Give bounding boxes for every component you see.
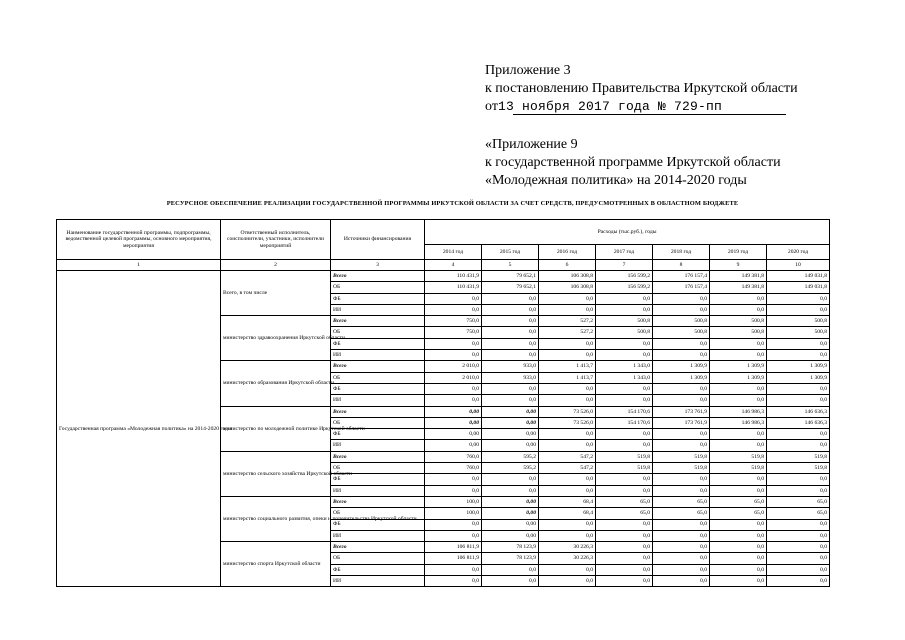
value-cell: 0,0 xyxy=(482,485,539,496)
value-cell: 0,0 xyxy=(653,304,710,315)
column-number: 2 xyxy=(221,260,331,271)
value-cell: 750,0 xyxy=(425,316,482,327)
document-title: РЕСУРСНОЕ ОБЕСПЕЧЕНИЕ РЕАЛИЗАЦИИ ГОСУДАРСТВЕННОЙ ПРОГРАММЫ ИРКУТСКОЙ ОБЛАСТИ ЗА СЧЕТ СРЕДСТВ, ПРЕДУСМОТРЕННЫХ В ОБЛАСТНОМ БЮДЖЕТЕ xyxy=(166,200,739,207)
value-cell: 0,0 xyxy=(539,485,596,496)
executor-cell: министерство социального развития, опеки и попечительства Иркутской области xyxy=(221,496,331,541)
value-cell: 519,8 xyxy=(767,463,830,474)
executor-cell: министерство по молодежной политике Иркутской области xyxy=(221,406,331,451)
value-cell: 0,0 xyxy=(710,576,767,587)
value-cell: 0,0 xyxy=(482,564,539,575)
value-cell: 0,00 xyxy=(482,508,539,519)
value-cell: 0,0 xyxy=(425,304,482,315)
value-cell: 1 343,0 xyxy=(596,361,653,372)
value-cell: 0,0 xyxy=(710,338,767,349)
value-cell: 0,0 xyxy=(482,293,539,304)
value-cell: 0,0 xyxy=(767,395,830,406)
head-expenses: Расходы (тыс.руб.), годы xyxy=(425,220,830,245)
value-cell: 519,8 xyxy=(767,451,830,462)
column-number: 7 xyxy=(596,260,653,271)
value-cell: 500,8 xyxy=(653,327,710,338)
value-cell: 146 986,3 xyxy=(710,406,767,417)
value-cell: 154 170,6 xyxy=(596,406,653,417)
value-cell: 0,0 xyxy=(653,576,710,587)
value-cell: 0,0 xyxy=(710,383,767,394)
value-cell: 1 309,9 xyxy=(767,372,830,383)
head-source: Источники финансирования xyxy=(331,220,425,260)
appendix-header xyxy=(485,62,885,116)
source-cell: ИИ xyxy=(331,440,425,451)
value-cell: 176 157,4 xyxy=(653,271,710,282)
value-cell: 79 652,1 xyxy=(482,271,539,282)
value-cell: 0,0 xyxy=(767,485,830,496)
source-cell: ФБ xyxy=(331,293,425,304)
column-number: 8 xyxy=(653,260,710,271)
value-cell: 0,0 xyxy=(710,440,767,451)
value-cell: 0,0 xyxy=(653,530,710,541)
value-cell: 527,2 xyxy=(539,327,596,338)
value-cell: 0,0 xyxy=(767,440,830,451)
value-cell: 0,0 xyxy=(767,530,830,541)
year-header: 2016 год xyxy=(539,245,596,260)
value-cell: 173 761,9 xyxy=(653,417,710,428)
year-header: 2014 год xyxy=(425,245,482,260)
value-cell: 65,0 xyxy=(653,508,710,519)
value-cell: 0,0 xyxy=(482,304,539,315)
value-cell: 0,0 xyxy=(596,293,653,304)
value-cell: 519,8 xyxy=(653,451,710,462)
year-header: 2018 год xyxy=(653,245,710,260)
value-cell: 500,8 xyxy=(653,316,710,327)
source-cell: ИИ xyxy=(331,304,425,315)
value-cell: 547,2 xyxy=(539,463,596,474)
value-cell: 0,0 xyxy=(596,338,653,349)
source-cell: ФБ xyxy=(331,429,425,440)
head-executor: Ответственный исполнитель, соисполнители, участники, исполнители мероприятий xyxy=(221,220,331,260)
value-cell: 500,8 xyxy=(767,327,830,338)
value-cell: 0,0 xyxy=(539,383,596,394)
executor-cell: министерство здравоохранения Иркутской области xyxy=(221,316,331,361)
value-cell: 106 811,9 xyxy=(425,542,482,553)
value-cell: 500,8 xyxy=(767,316,830,327)
value-cell: 0,0 xyxy=(482,350,539,361)
value-cell: 0,0 xyxy=(596,576,653,587)
value-cell: 0,0 xyxy=(767,350,830,361)
value-cell: 100,0 xyxy=(425,508,482,519)
value-cell: 0,0 xyxy=(539,429,596,440)
source-cell: ФБ xyxy=(331,338,425,349)
value-cell: 0,0 xyxy=(767,576,830,587)
value-cell: 0,0 xyxy=(653,440,710,451)
value-cell: 0,0 xyxy=(425,576,482,587)
value-cell: 0,0 xyxy=(425,519,482,530)
value-cell: 0,00 xyxy=(482,440,539,451)
value-cell: 0,0 xyxy=(482,576,539,587)
value-cell: 0,0 xyxy=(539,350,596,361)
value-cell: 0,0 xyxy=(425,293,482,304)
value-cell: 527,2 xyxy=(539,316,596,327)
source-cell: Всего xyxy=(331,496,425,507)
source-cell: Всего xyxy=(331,406,425,417)
value-cell: 65,0 xyxy=(767,508,830,519)
source-cell: ФБ xyxy=(331,383,425,394)
value-cell: 0,0 xyxy=(710,564,767,575)
column-number: 1 xyxy=(57,260,221,271)
value-cell: 1 343,0 xyxy=(596,372,653,383)
value-cell: 0,0 xyxy=(596,530,653,541)
value-cell: 0,0 xyxy=(767,474,830,485)
value-cell: 156 599,2 xyxy=(596,271,653,282)
decree-date-stamp: 13 ноября 2017 года № 729-пп xyxy=(497,99,722,114)
value-cell: 0,0 xyxy=(710,304,767,315)
value-cell: 0,0 xyxy=(710,474,767,485)
value-cell: 65,0 xyxy=(596,496,653,507)
resource-table xyxy=(56,219,830,587)
value-cell: 146 986,3 xyxy=(710,417,767,428)
value-cell: 0,0 xyxy=(596,485,653,496)
value-cell: 0,0 xyxy=(596,564,653,575)
value-cell: 65,0 xyxy=(653,496,710,507)
value-cell: 68,4 xyxy=(539,496,596,507)
source-cell: Всего xyxy=(331,451,425,462)
value-cell: 0,0 xyxy=(539,395,596,406)
value-cell: 110 431,9 xyxy=(425,282,482,293)
value-cell: 750,0 xyxy=(425,327,482,338)
value-cell: 2 010,0 xyxy=(425,361,482,372)
value-cell: 156 599,2 xyxy=(596,282,653,293)
value-cell: 0,0 xyxy=(767,564,830,575)
column-number: 10 xyxy=(767,260,830,271)
value-cell: 0,0 xyxy=(767,293,830,304)
source-cell: ОБ xyxy=(331,327,425,338)
value-cell: 760,0 xyxy=(425,451,482,462)
value-cell: 0,0 xyxy=(767,383,830,394)
value-cell: 0,0 xyxy=(596,383,653,394)
value-cell: 547,2 xyxy=(539,451,596,462)
program-appendix-line-1: «Приложение 9 xyxy=(485,137,578,152)
source-cell: ОБ xyxy=(331,553,425,564)
value-cell: 0,0 xyxy=(596,542,653,553)
value-cell: 110 431,9 xyxy=(425,271,482,282)
column-number: 6 xyxy=(539,260,596,271)
value-cell: 1 309,9 xyxy=(767,361,830,372)
value-cell: 595,2 xyxy=(482,451,539,462)
value-cell: 149 031,8 xyxy=(767,271,830,282)
value-cell: 149 381,8 xyxy=(710,271,767,282)
value-cell: 0,0 xyxy=(539,304,596,315)
year-header: 2017 год xyxy=(596,245,653,260)
value-cell: 65,0 xyxy=(596,508,653,519)
value-cell: 0,0 xyxy=(767,519,830,530)
value-cell: 0,0 xyxy=(482,395,539,406)
program-appendix-line-2: к государственной программе Иркутской области xyxy=(485,155,781,170)
value-cell: 0,0 xyxy=(539,576,596,587)
value-cell: 0,0 xyxy=(539,530,596,541)
value-cell: 500,8 xyxy=(596,316,653,327)
source-cell: ИИ xyxy=(331,350,425,361)
value-cell: 0,00 xyxy=(482,429,539,440)
value-cell: 519,8 xyxy=(710,463,767,474)
value-cell: 30 226,3 xyxy=(539,542,596,553)
value-cell: 154 170,6 xyxy=(596,417,653,428)
value-cell: 0,0 xyxy=(653,395,710,406)
value-cell: 0,0 xyxy=(539,474,596,485)
value-cell: 0,0 xyxy=(653,429,710,440)
source-cell: ИИ xyxy=(331,485,425,496)
value-cell: 933,0 xyxy=(482,372,539,383)
source-cell: ФБ xyxy=(331,564,425,575)
value-cell: 933,0 xyxy=(482,361,539,372)
value-cell: 0,0 xyxy=(710,485,767,496)
value-cell: 0,0 xyxy=(482,338,539,349)
value-cell: 0,0 xyxy=(653,474,710,485)
value-cell: 0,0 xyxy=(767,542,830,553)
value-cell: 0,00 xyxy=(482,406,539,417)
value-cell: 173 761,9 xyxy=(653,406,710,417)
value-cell: 65,0 xyxy=(710,508,767,519)
date-underline xyxy=(513,114,786,115)
value-cell: 0,0 xyxy=(710,519,767,530)
value-cell: 0,0 xyxy=(596,429,653,440)
value-cell: 1 309,9 xyxy=(653,361,710,372)
value-cell: 78 123,9 xyxy=(482,542,539,553)
value-cell: 0,0 xyxy=(482,474,539,485)
value-cell: 0,00 xyxy=(425,417,482,428)
value-cell: 106 308,8 xyxy=(539,271,596,282)
value-cell: 100,0 xyxy=(425,496,482,507)
value-cell: 0,0 xyxy=(653,338,710,349)
value-cell: 176 157,4 xyxy=(653,282,710,293)
year-header: 2015 год xyxy=(482,245,539,260)
value-cell: 0,0 xyxy=(539,519,596,530)
value-cell: 0,0 xyxy=(710,293,767,304)
source-cell: ОБ xyxy=(331,463,425,474)
value-cell: 0,0 xyxy=(425,485,482,496)
value-cell: 0,0 xyxy=(710,542,767,553)
value-cell: 2 010,0 xyxy=(425,372,482,383)
program-appendix-line-3: «Молодежная политика» на 2014-2020 годы xyxy=(485,173,747,188)
value-cell: 0,0 xyxy=(482,327,539,338)
column-number: 9 xyxy=(710,260,767,271)
executor-cell: министерство образования Иркутской области xyxy=(221,361,331,406)
value-cell: 106 811,9 xyxy=(425,553,482,564)
value-cell: 519,8 xyxy=(596,451,653,462)
value-cell: 0,0 xyxy=(482,316,539,327)
value-cell: 0,00 xyxy=(482,417,539,428)
value-cell: 760,0 xyxy=(425,463,482,474)
value-cell: 149 031,8 xyxy=(767,282,830,293)
value-cell: 0,0 xyxy=(539,338,596,349)
executor-cell: министерство сельского хозяйства Иркутской области xyxy=(221,451,331,496)
year-header: 2019 год xyxy=(710,245,767,260)
value-cell: 0,0 xyxy=(710,429,767,440)
year-header: 2020 год xyxy=(767,245,830,260)
source-cell: ОБ xyxy=(331,282,425,293)
value-cell: 0,0 xyxy=(539,440,596,451)
value-cell: 595,2 xyxy=(482,463,539,474)
column-number: 4 xyxy=(425,260,482,271)
value-cell: 0,0 xyxy=(767,338,830,349)
value-cell: 500,8 xyxy=(710,327,767,338)
table-body xyxy=(57,271,830,587)
value-cell: 1 413,7 xyxy=(539,372,596,383)
value-cell: 0,0 xyxy=(653,350,710,361)
value-cell: 1 309,9 xyxy=(710,372,767,383)
program-appendix-header xyxy=(485,136,885,190)
value-cell: 106 308,8 xyxy=(539,282,596,293)
value-cell: 65,0 xyxy=(710,496,767,507)
value-cell: 0,0 xyxy=(596,440,653,451)
value-cell: 0,0 xyxy=(653,293,710,304)
source-cell: ФБ xyxy=(331,519,425,530)
head-program: Наименование государственной программы, подпрограммы, ведомственной целевой программы, основного мероприятия, мероприятия xyxy=(57,220,221,260)
value-cell: 30 226,3 xyxy=(539,553,596,564)
column-number: 3 xyxy=(331,260,425,271)
value-cell: 0,0 xyxy=(653,564,710,575)
value-cell: 519,8 xyxy=(710,451,767,462)
value-cell: 0,00 xyxy=(482,519,539,530)
source-cell: Всего xyxy=(331,316,425,327)
value-cell: 0,0 xyxy=(425,530,482,541)
value-cell: 146 636,3 xyxy=(767,406,830,417)
value-cell: 0,00 xyxy=(425,406,482,417)
value-cell: 0,00 xyxy=(425,429,482,440)
value-cell: 519,8 xyxy=(653,463,710,474)
source-cell: Всего xyxy=(331,542,425,553)
value-cell: 0,0 xyxy=(482,383,539,394)
source-cell: Всего xyxy=(331,361,425,372)
value-cell: 0,00 xyxy=(425,440,482,451)
source-cell: ОБ xyxy=(331,417,425,428)
appendix-line-2: к постановлению Правительства Иркутской области xyxy=(485,81,798,96)
date-prefix: от xyxy=(485,99,498,114)
value-cell: 65,0 xyxy=(767,496,830,507)
value-cell: 0,0 xyxy=(425,395,482,406)
table-row xyxy=(57,271,830,282)
value-cell: 0,0 xyxy=(425,350,482,361)
value-cell: 79 652,1 xyxy=(482,282,539,293)
value-cell: 0,0 xyxy=(425,564,482,575)
value-cell: 68,4 xyxy=(539,508,596,519)
value-cell: 149 381,8 xyxy=(710,282,767,293)
value-cell: 1 413,7 xyxy=(539,361,596,372)
value-cell: 0,0 xyxy=(596,553,653,564)
value-cell: 0,0 xyxy=(710,395,767,406)
value-cell: 0,0 xyxy=(710,530,767,541)
value-cell: 0,0 xyxy=(653,553,710,564)
value-cell: 0,00 xyxy=(482,530,539,541)
executor-cell: Всего, в том числе xyxy=(221,271,331,316)
source-cell: ИИ xyxy=(331,530,425,541)
appendix-line-1: Приложение 3 xyxy=(485,63,571,78)
value-cell: 1 309,9 xyxy=(710,361,767,372)
value-cell: 146 636,3 xyxy=(767,417,830,428)
value-cell: 73 526,0 xyxy=(539,406,596,417)
value-cell: 1 309,9 xyxy=(653,372,710,383)
value-cell: 0,00 xyxy=(482,496,539,507)
source-cell: Всего xyxy=(331,271,425,282)
value-cell: 0,0 xyxy=(539,564,596,575)
value-cell: 0,0 xyxy=(425,474,482,485)
value-cell: 0,0 xyxy=(653,485,710,496)
value-cell: 0,0 xyxy=(710,350,767,361)
source-cell: ОБ xyxy=(331,508,425,519)
value-cell: 0,0 xyxy=(596,395,653,406)
executor-cell: министерство спорта Иркутской области xyxy=(221,542,331,587)
value-cell: 500,8 xyxy=(596,327,653,338)
value-cell: 0,0 xyxy=(425,383,482,394)
value-cell: 0,0 xyxy=(653,519,710,530)
value-cell: 0,0 xyxy=(596,519,653,530)
column-number: 5 xyxy=(482,260,539,271)
value-cell: 519,8 xyxy=(596,463,653,474)
value-cell: 0,0 xyxy=(596,350,653,361)
source-cell: ФБ xyxy=(331,474,425,485)
source-cell: ОБ xyxy=(331,372,425,383)
value-cell: 0,0 xyxy=(710,553,767,564)
source-cell: ИИ xyxy=(331,395,425,406)
value-cell: 0,0 xyxy=(767,429,830,440)
column-numbers-row xyxy=(57,260,830,271)
value-cell: 73 526,0 xyxy=(539,417,596,428)
value-cell: 0,0 xyxy=(653,542,710,553)
value-cell: 0,0 xyxy=(539,293,596,304)
value-cell: 0,0 xyxy=(596,304,653,315)
value-cell: 0,0 xyxy=(653,383,710,394)
value-cell: 78 123,9 xyxy=(482,553,539,564)
value-cell: 0,0 xyxy=(767,553,830,564)
value-cell: 0,0 xyxy=(767,304,830,315)
value-cell: 0,0 xyxy=(425,338,482,349)
value-cell: 0,0 xyxy=(596,474,653,485)
source-cell: ИИ xyxy=(331,576,425,587)
program-name-cell: Государственная программа «Молодежная политика» на 2014-2020 годы xyxy=(57,271,221,587)
value-cell: 500,8 xyxy=(710,316,767,327)
